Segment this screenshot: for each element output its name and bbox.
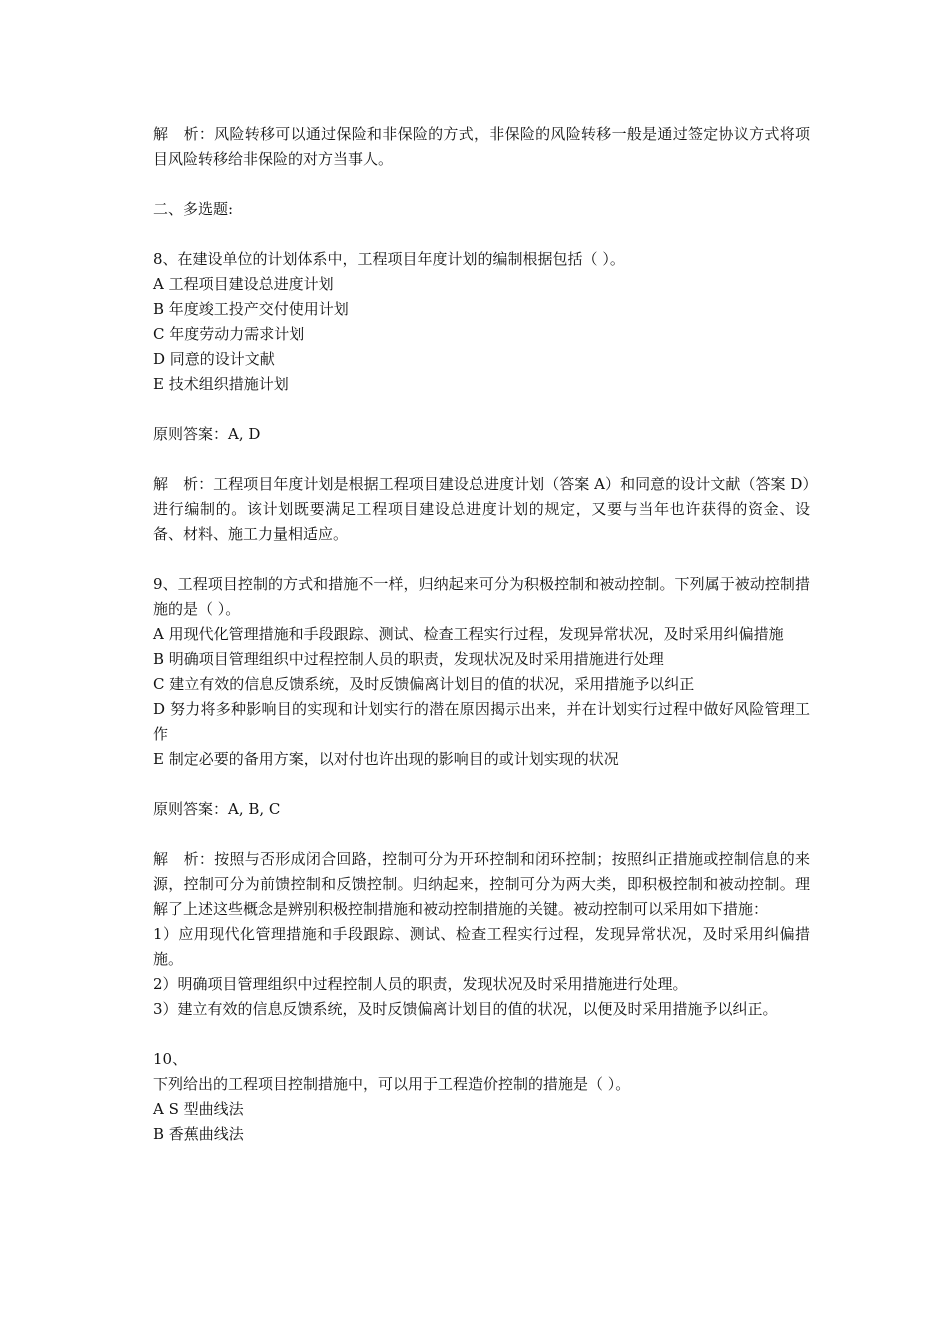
q8-answer: 原则答案：A, D [153,425,261,443]
q10-option-b: B 香蕉曲线法 [153,1125,244,1143]
section-title: 二、多选题: [153,200,234,218]
q8-question: 8、在建设单位的计划体系中，工程项目年度计划的编制根据包括（ ）。 [153,250,625,268]
q10-question: 下列给出的工程项目控制措施中，可以用于工程造价控制的措施是（ ）。 [153,1075,631,1093]
q9-option-e: E 制定必要的备用方案，以对付也许出现的影响目的或计划实现的状况 [153,750,619,768]
q9-analysis: 解 析：按照与否形成闭合回路，控制可分为开环控制和闭环控制；按照纠正措施或控制信息的来源，控制可分为前馈控制和反馈控制。归纳起来，控制可分为两大类，即积极控制和被动控制。理解了上述这些概念是辨别积极控制措施和被动控制措施的关键。被动控制可以采用如下措施： [153,850,810,918]
q9-point-3: 3）建立有效的信息反馈系统，及时反馈偏离计划目的值的状况，以便及时采用措施予以纠正。 [153,1000,778,1018]
q10-number: 10、 [153,1050,188,1068]
q9-question: 9、工程项目控制的方式和措施不一样，归纳起来可分为积极控制和被动控制。下列属于被动控制措施的是（ ）。 [153,575,810,618]
q9-option-b: B 明确项目管理组织中过程控制人员的职责，发现状况及时采用措施进行处理 [153,650,664,668]
q8-option-c: C 年度劳动力需求计划 [153,325,305,343]
q8-option-d: D 同意的设计文献 [153,350,275,368]
q10-option-a: A S 型曲线法 [153,1100,244,1118]
q8-option-e: E 技术组织措施计划 [153,375,289,393]
q8-option-b: B 年度竣工投产交付使用计划 [153,300,349,318]
document-page [145,122,810,1147]
q9-option-d: D 努力将多种影响目的实现和计划实行的潜在原因揭示出来，并在计划实行过程中做好风险管理工作 [153,700,810,743]
q9-point-2: 2）明确项目管理组织中过程控制人员的职责，发现状况及时采用措施进行处理。 [153,975,688,993]
q9-option-a: A 用现代化管理措施和手段跟踪、测试、检查工程实行过程，发现异常状况，及时采用纠偏措施 [153,625,784,643]
q9-answer: 原则答案：A, B, C [153,800,281,818]
q7-analysis: 解 析：风险转移可以通过保险和非保险的方式，非保险的风险转移一般是通过签定协议方式将项目风险转移给非保险的对方当事人。 [153,125,810,168]
q9-point-1: 1）应用现代化管理措施和手段跟踪、测试、检查工程实行过程，发现异常状况，及时采用纠偏措施。 [153,925,810,968]
q8-analysis: 解 析：工程项目年度计划是根据工程项目建设总进度计划（答案 A）和同意的设计文献（答案 D）进行编制的。该计划既要满足工程项目建设总进度计划的规定，又要与当年也许获得的资金、设备、材料、施工力量相适应。 [153,475,810,543]
q9-option-c: C 建立有效的信息反馈系统，及时反馈偏离计划目的值的状况，采用措施予以纠正 [153,675,695,693]
q8-option-a: A 工程项目建设总进度计划 [153,275,334,293]
